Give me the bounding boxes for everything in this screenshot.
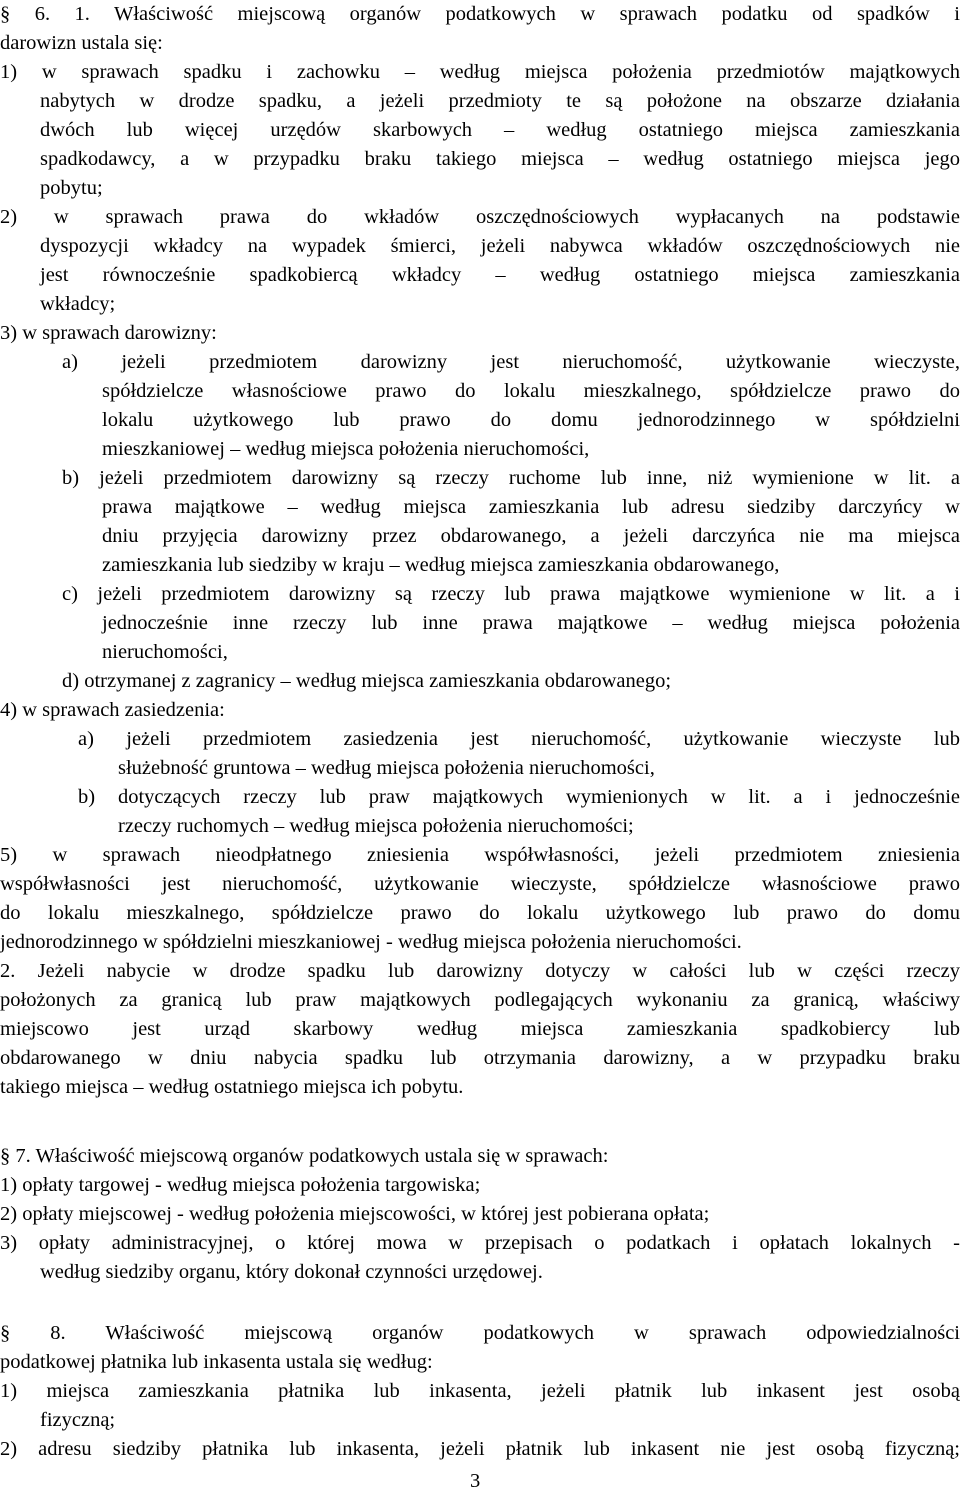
text-line: 5) w sprawach nieodpłatnego zniesienia współwłasności, jeżeli przedmiotem zniesienia — [0, 844, 960, 866]
text-line: fizyczną; — [40, 1409, 116, 1431]
text-line: nieruchomości, — [102, 641, 228, 663]
text-line: pobytu; — [40, 177, 103, 199]
text-line: jednocześnie inne rzeczy lub inne prawa majątkowe – według miejsca położenia — [102, 612, 960, 634]
text-line: jest równocześnie spadkobiercą wkładcy – według ostatniego miejsca zamieszkania — [40, 264, 960, 286]
text-line: do lokalu mieszkalnego, spółdzielcze prawo do lokalu użytkowego lub prawo do domu — [0, 902, 960, 924]
text-line: a) jeżeli przedmiotem darowizny jest nieruchomość, użytkowanie wieczyste, — [62, 351, 960, 373]
text-line: 1) w sprawach spadku i zachowku – według miejsca położenia przedmiotów majątkowych — [0, 61, 960, 83]
text-line: 2) opłaty miejscowej - według położenia miejscowości, w której jest pobierana opłata; — [0, 1203, 710, 1225]
text-line: c) jeżeli przedmiotem darowizny są rzeczy lub prawa majątkowe wymienione w lit. a i — [62, 583, 960, 605]
text-line: a) jeżeli przedmiotem zasiedzenia jest nieruchomość, użytkowanie wieczyste lub — [78, 728, 960, 750]
text-line: dniu przyjęcia darowizny przez obdarowanego, a jeżeli darczyńca nie ma miejsca — [102, 525, 960, 547]
text-line: zamieszkania lub siedziby w kraju – według miejsca zamieszkania obdarowanego, — [102, 554, 780, 576]
text-line: 3) w sprawach darowizny: — [0, 322, 217, 344]
text-line: spadkodawcy, a w przypadku braku takiego miejsca – według ostatniego miejsca jego — [40, 148, 960, 170]
text-line: lokalu użytkowego lub prawo do domu jednorodzinnego w spółdzielni — [102, 409, 960, 431]
text-line: położonych za granicą lub praw majątkowych podlegających wykonaniu za granicą, właściwy — [0, 989, 960, 1011]
text-line: 2. Jeżeli nabycie w drodze spadku lub darowizny dotyczy w całości lub w części rzeczy — [0, 960, 960, 982]
text-line: takiego miejsca – według ostatniego miejsca ich pobytu. — [0, 1076, 464, 1098]
text-line: 2) adresu siedziby płatnika lub inkasenta, jeżeli płatnik lub inkasent nie jest osobą fizyczną; — [0, 1438, 960, 1460]
text-line: spółdzielcze własnościowe prawo do lokalu mieszkalnego, spółdzielcze prawo do — [102, 380, 960, 402]
text-line: dwóch lub więcej urzędów skarbowych – według ostatniego miejsca zamieszkania — [40, 119, 960, 141]
text-line: prawa majątkowe – według miejsca zamieszkania lub adresu siedziby darczyńcy w — [102, 496, 960, 518]
text-line: § 8. Właściwość miejscową organów podatkowych w sprawach odpowiedzialności — [0, 1322, 960, 1344]
text-line: służebność gruntowa – według miejsca położenia nieruchomości, — [118, 757, 655, 779]
page-number: 3 — [470, 1470, 481, 1492]
text-line: b) jeżeli przedmiotem darowizny są rzeczy ruchome lub inne, niż wymienione w lit. a — [62, 467, 960, 489]
text-line: według siedziby organu, który dokonał czynności urzędowej. — [40, 1261, 543, 1283]
text-line: darowizn ustala się: — [0, 32, 163, 54]
text-line: d) otrzymanej z zagranicy – według miejsca zamieszkania obdarowanego; — [62, 670, 672, 692]
text-line: dyspozycji wkładcy na wypadek śmierci, jeżeli nabywca wkładów oszczędnościowych nie — [40, 235, 960, 257]
text-line: podatkowej płatnika lub inkasenta ustala się według: — [0, 1351, 433, 1373]
text-line: współwłasności jest nieruchomość, użytkowanie wieczyste, spółdzielcze własnościowe prawo — [0, 873, 960, 895]
text-line: jednorodzinnego w spółdzielni mieszkaniowej - według miejsca położenia nieruchomości. — [0, 931, 742, 953]
text-line: 1) miejsca zamieszkania płatnika lub inkasenta, jeżeli płatnik lub inkasent jest osobą — [0, 1380, 960, 1402]
text-line: mieszkaniowej – według miejsca położenia nieruchomości, — [102, 438, 590, 460]
text-line: rzeczy ruchomych – według miejsca położenia nieruchomości; — [118, 815, 634, 837]
text-line: § 7. Właściwość miejscową organów podatkowych ustala się w sprawach: — [0, 1145, 609, 1167]
text-line: 1) opłaty targowej - według miejsca położenia targowiska; — [0, 1174, 481, 1196]
text-line: nabytych w drodze spadku, a jeżeli przedmioty te są położone na obszarze działania — [40, 90, 960, 112]
text-line: wkładcy; — [40, 293, 116, 315]
text-line: § 6. 1. Właściwość miejscową organów podatkowych w sprawach podatku od spadków i — [0, 3, 960, 25]
text-line: 3) opłaty administracyjnej, o której mowa w przepisach o podatkach i opłatach lokalnych - — [0, 1232, 960, 1254]
text-line: obdarowanego w dniu nabycia spadku lub otrzymania darowizny, a w przypadku braku — [0, 1047, 960, 1069]
text-line: 4) w sprawach zasiedzenia: — [0, 699, 225, 721]
text-line: miejscowo jest urząd skarbowy według miejsca zamieszkania spadkobiercy lub — [0, 1018, 960, 1040]
text-line: b) dotyczących rzeczy lub praw majątkowych wymienionych w lit. a i jednocześnie — [78, 786, 960, 808]
text-line: 2) w sprawach prawa do wkładów oszczędnościowych wypłacanych na podstawie — [0, 206, 960, 228]
